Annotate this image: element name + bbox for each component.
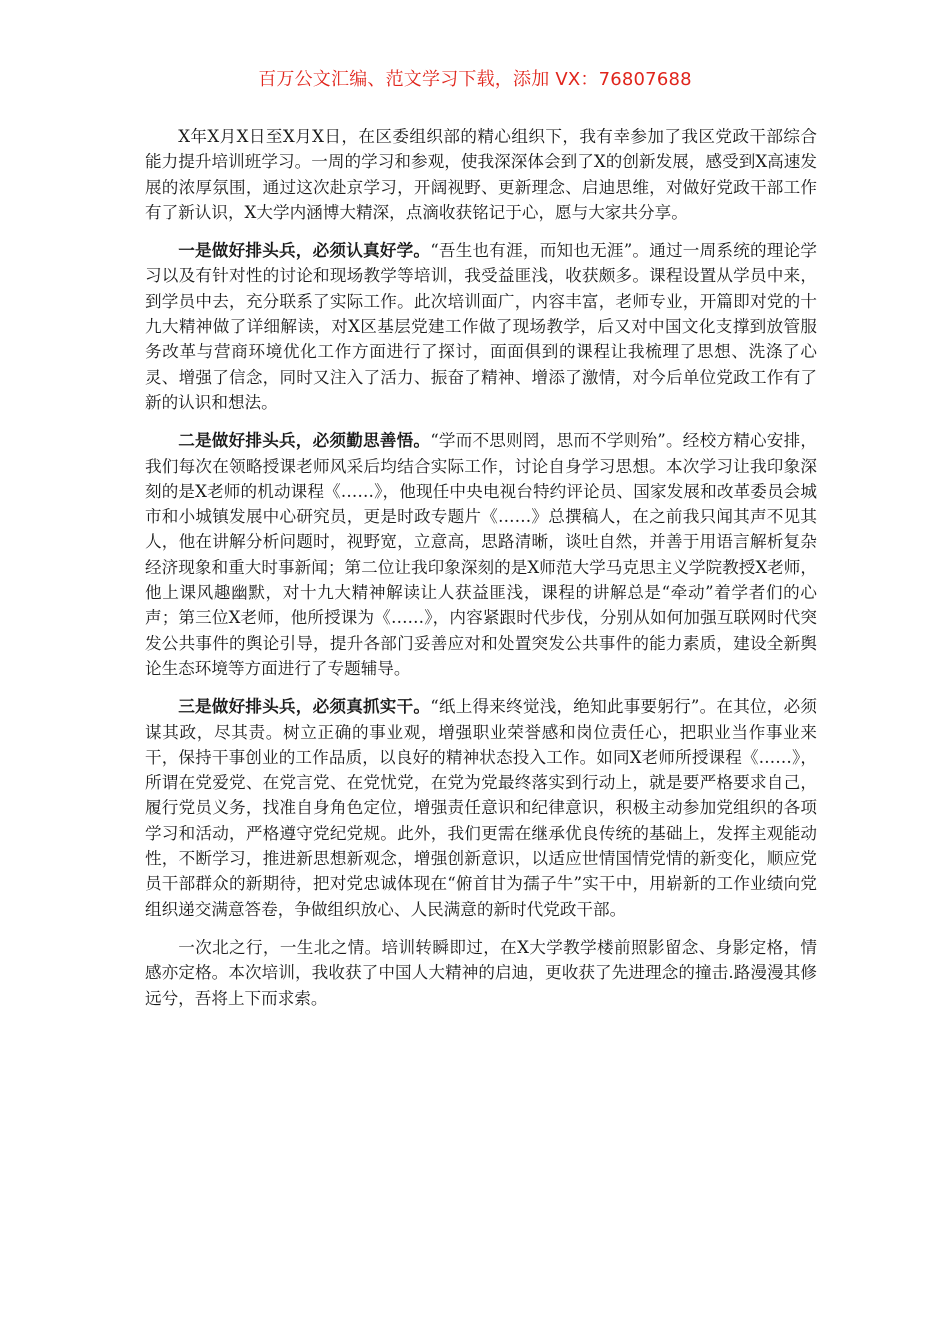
- section-lead-2: 二是做好排头兵，必须勤思善悟。: [178, 430, 431, 451]
- section-paragraph-2: [145, 428, 817, 681]
- section-body-3: “纸上得来终觉浅，绝知此事要躬行”。在其位，必须谋其政，尽其责。树立正确的事业观，增强职业荣誉感和岗位责任心，把职业当作事业来干，保持干事创业的工作品质，以良好的精神状态投入工作。如同X老师所授课程《……》，所谓在党爱党、在党言党、在党忧党，在党为党最终落实到行动上，就是要严格要求自己，履行党员义务，找准自身角色定位，增强责任意识和纪律意识，积极主动参加党组织的各项学习和活动，严格遵守党纪党规。此外，我们更需在继承优良传统的基础上，发挥主观能动性，不断学习，推进新思想新观念，增强创新意识，以适应世情国情党情的新变化，顺应党员干部群众的新期待，把对党忠诚体现在“俯首甘为孺子牛”实干中，用崭新的工作业绩向党组织递交满意答卷，争做组织放心、人民满意的新时代党政干部。: [145, 697, 817, 919]
- section-body-2: “学而不思则罔，思而不学则殆”。经校方精心安排，我们每次在领略授课老师风采后均结合实际工作，讨论自身学习思想。本次学习让我印象深刻的是X老师的机动课程《……》，他现任中央电视台特约评论员、国家发展和改革委员会城市和小城镇发展中心研究员，更是时政专题片《……》总撰稿人，在之前我只闻其声不见其人，他在讲解分析问题时，视野宽，立意高，思路清晰，谈吐自然，并善于用语言解析复杂经济现象和重大时事新闻；第二位让我印象深刻的是X师范大学马克思主义学院教授X老师，他上课风趣幽默，对十九大精神解读让人获益匪浅，课程的讲解总是“牵动”着学者们的心声；第三位X老师，他所授课为《……》，内容紧跟时代步伐，分别从如何加强互联网时代突发公共事件的舆论引导，提升各部门妥善应对和处置突发公共事件的能力素质，建设全新舆论生态环境等方面进行了专题辅导。: [145, 431, 817, 678]
- section-lead-3: 三是做好排头兵，必须真抓实干。: [178, 696, 431, 717]
- section-lead-1: 一是做好排头兵，必须认真好学。: [178, 240, 431, 261]
- section-paragraph-1: [145, 238, 817, 415]
- watermark-header: 百万公文汇编、范文学习下载，添加 VX：76807688: [258, 69, 692, 90]
- document-body: [145, 124, 817, 1024]
- intro-paragraph: X年X月X日至X月X日，在区委组织部的精心组织下，我有幸参加了我区党政干部综合能力提升培训班学习。一周的学习和参观，使我深深体会到了X的创新发展，感受到X高速发展的浓厚氛围，通过这次赴京学习，开阔视野、更新理念、启迪思维，对做好党政干部工作有了新认识，X大学内涵博大精深，点滴收获铭记于心，愿与大家共分享。: [145, 127, 817, 222]
- closing-paragraph: 一次北之行，一生北之情。培训转瞬即过，在X大学教学楼前照影留念、身影定格，情感亦定格。本次培训，我收获了中国人大精神的启迪，更收获了先进理念的撞击.路漫漫其修远兮，吾将上下而求索。: [145, 937, 817, 1008]
- section-paragraph-3: [145, 694, 817, 922]
- section-body-1: “吾生也有涯，而知也无涯”。通过一周系统的理论学习以及有针对性的讨论和现场教学等培训，我受益匪浅，收获颇多。课程设置从学员中来，到学员中去，充分联系了实际工作。此次培训面广，内容丰富，老师专业，开篇即对党的十九大精神做了详细解读，对X区基层党建工作做了现场教学，后又对中国文化支撑到放管服务改革与营商环境优化工作方面进行了探讨，面面俱到的课程让我梳理了思想、洗涤了心灵、增强了信念，同时又注入了活力、振奋了精神、增添了激情，对今后单位党政工作有了新的认识和想法。: [145, 241, 817, 412]
